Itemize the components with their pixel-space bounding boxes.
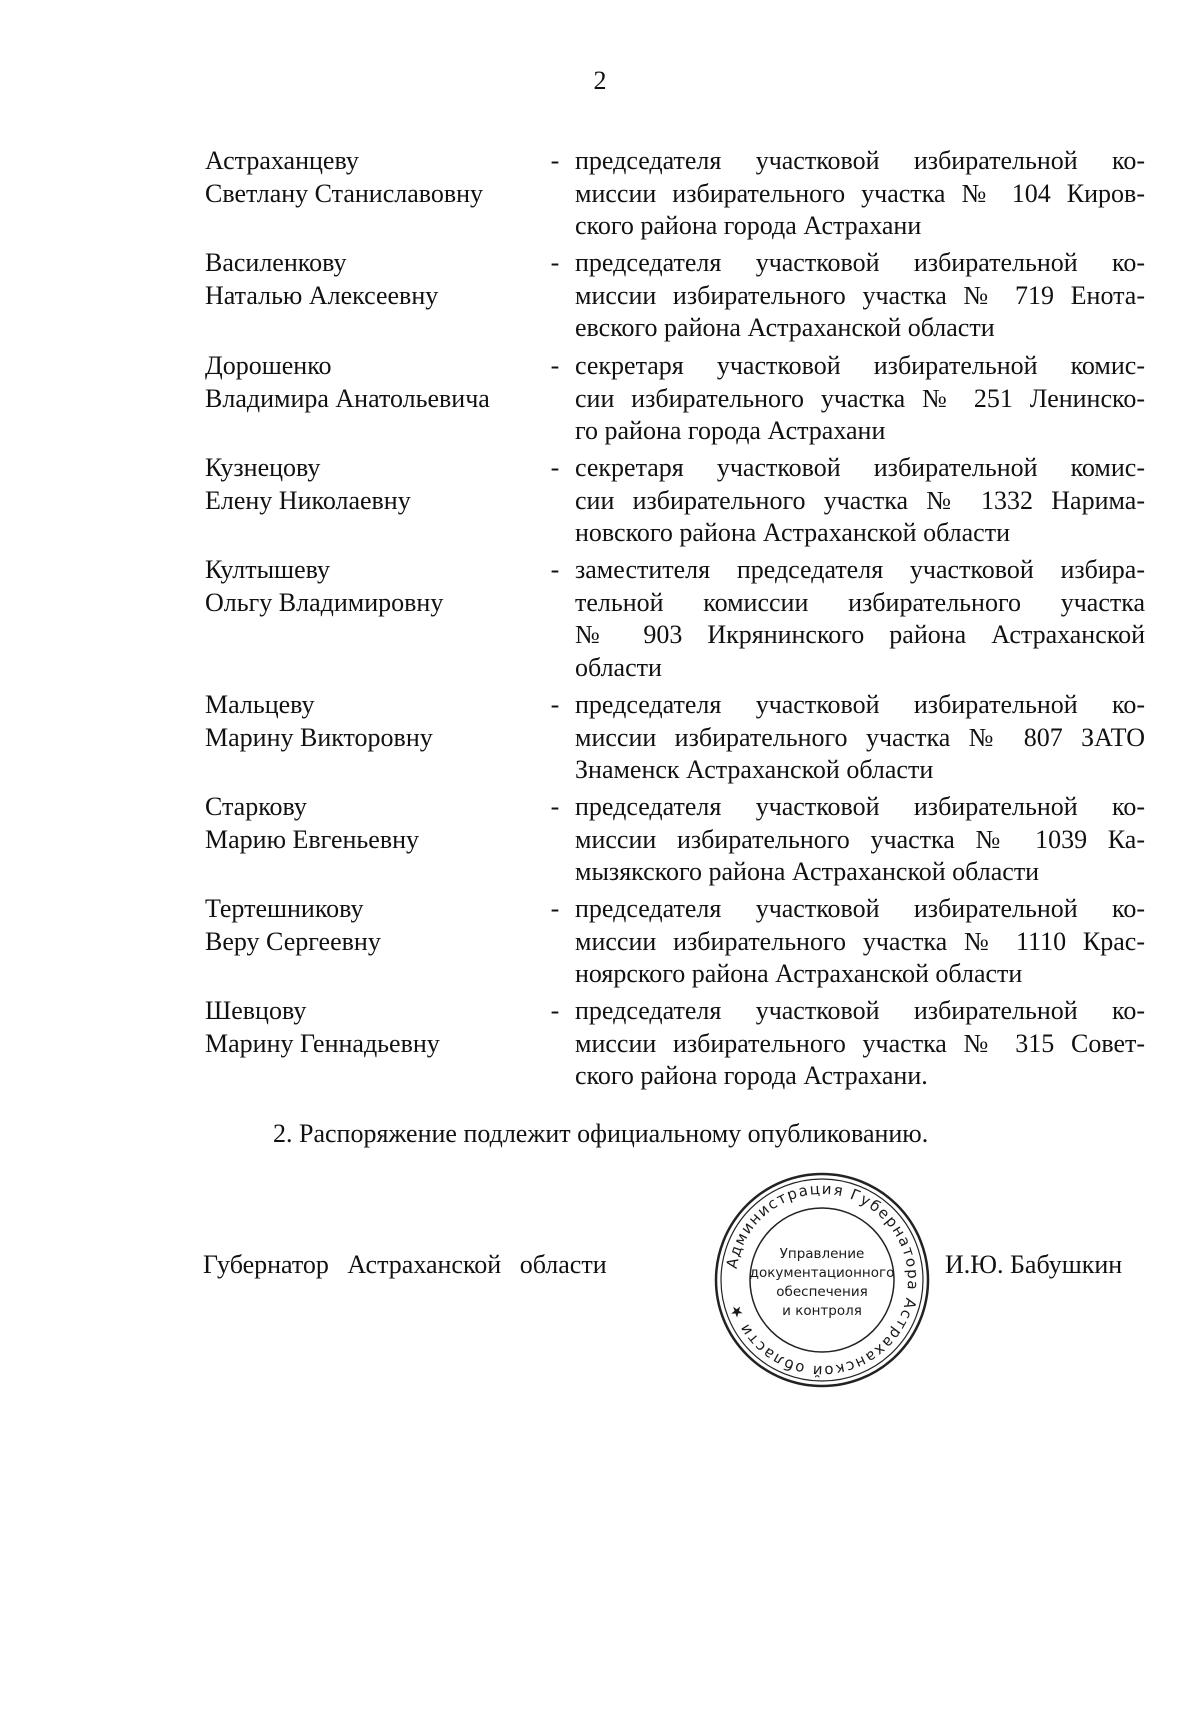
person-name-line: Астраханцеву <box>205 146 359 175</box>
role-line: Знаменск Астраханской области <box>575 755 934 784</box>
page-number: 2 <box>593 66 607 95</box>
role-line: миссии избирательного участка № 1039 Ка- <box>575 824 1145 854</box>
role-description <box>575 350 1145 448</box>
role-description <box>575 995 1145 1093</box>
stamp-seal-icon <box>712 1170 932 1390</box>
dash-separator: - <box>550 453 560 482</box>
role-description <box>575 554 1145 684</box>
stamp-center-line: и контроля <box>782 1303 862 1319</box>
stamp-center-line: обеспечения <box>776 1284 868 1300</box>
role-line: председателя участковой избирательной ко- <box>575 894 1145 923</box>
signer-name: И.Ю. Бабушкин <box>945 1250 1123 1279</box>
role-line: ского района города Астрахани <box>575 211 922 240</box>
role-description <box>575 791 1145 889</box>
dash-separator: - <box>550 146 560 175</box>
person-name-line: Марину Викторовну <box>205 722 433 752</box>
person-name-line: Веру Сергеевну <box>205 926 381 956</box>
dash-separator: - <box>550 248 560 277</box>
person-name-line: Василенкову <box>205 248 347 277</box>
dash-separator: - <box>550 792 560 821</box>
role-line: евского района Астраханской области <box>575 313 995 342</box>
role-line: новского района Астраханской области <box>575 518 1010 547</box>
role-line: области <box>575 652 662 682</box>
person-name <box>205 893 535 958</box>
role-line: тельной комиссии избирательного участка <box>575 587 1145 617</box>
person-name <box>205 554 535 619</box>
official-stamp <box>712 1170 932 1390</box>
role-line: ноярского района Астраханской области <box>575 959 1023 988</box>
role-description <box>575 247 1145 345</box>
person-name-line: Тертешникову <box>205 894 364 923</box>
person-name-line: Кузнецову <box>205 453 321 482</box>
role-description <box>575 893 1145 991</box>
person-name-line: Култышеву <box>205 555 330 584</box>
role-line: председателя участковой избирательной ко- <box>575 146 1145 175</box>
stamp-center-line: Управление <box>779 1246 865 1262</box>
role-line: председателя участковой избирательной ко- <box>575 996 1145 1025</box>
person-name <box>205 247 535 312</box>
role-line: мызякского района Астраханской области <box>575 857 1040 886</box>
role-description <box>575 452 1145 550</box>
person-name-line: Ольгу Владимировну <box>205 587 444 617</box>
role-description <box>575 145 1145 243</box>
role-line: заместителя председателя участковой избира- <box>575 555 1145 584</box>
role-line: председателя участковой избирательной ко- <box>575 792 1145 821</box>
person-name-line: Старкову <box>205 792 307 821</box>
person-name <box>205 350 535 415</box>
clause-publication: 2. Распоряжение подлежит официальному опубликованию. <box>273 1119 929 1148</box>
role-line: миссии избирательного участка № 104 Киров- <box>575 178 1145 208</box>
dash-separator: - <box>550 690 560 719</box>
person-name <box>205 145 535 210</box>
person-name <box>205 995 535 1060</box>
person-name <box>205 689 535 754</box>
role-line: секретаря участковой избирательной комис- <box>575 453 1145 482</box>
person-name-line: Шевцову <box>205 996 307 1025</box>
role-line: председателя участковой избирательной ко- <box>575 690 1145 719</box>
role-description <box>575 689 1145 787</box>
stamp-ring-text: Администрация Губернатора Астраханской области ★ <box>722 1179 923 1381</box>
person-name-line: Наталью Алексеевну <box>205 280 439 310</box>
dash-separator: - <box>550 555 560 584</box>
person-name-line: Елену Николаевну <box>205 485 411 515</box>
role-line: го района города Астрахани <box>575 416 886 445</box>
role-line: миссии избирательного участка № 719 Енота- <box>575 280 1145 310</box>
person-name-line: Дорошенко <box>205 351 332 380</box>
person-name-line: Мальцеву <box>205 690 315 719</box>
role-line: председателя участковой избирательной ко- <box>575 248 1145 277</box>
signer-title: Губернатор Астраханской области <box>203 1250 607 1279</box>
dash-separator: - <box>550 351 560 380</box>
role-line: сии избирательного участка № 251 Ленинско- <box>575 383 1145 413</box>
person-name-line: Светлану Станиславовну <box>205 178 484 208</box>
role-line: миссии избирательного участка № 807 ЗАТО <box>575 722 1145 752</box>
role-line: миссии избирательного участка № 1110 Крас- <box>575 926 1145 956</box>
role-line: миссии избирательного участка № 315 Совет- <box>575 1028 1145 1058</box>
person-name <box>205 452 535 517</box>
dash-separator: - <box>550 996 560 1025</box>
person-name-line: Марию Евгеньевну <box>205 824 420 854</box>
stamp-center-line: документационного <box>749 1265 895 1281</box>
role-line: ского района города Астрахани. <box>575 1061 928 1090</box>
role-line: сии избирательного участка № 1332 Нарима- <box>575 485 1145 515</box>
person-name <box>205 791 535 856</box>
person-name-line: Марину Геннадьевну <box>205 1028 440 1058</box>
role-line: № 903 Икрянинского района Астраханской <box>575 620 1145 649</box>
person-name-line: Владимира Анатольевича <box>205 383 490 413</box>
dash-separator: - <box>550 894 560 923</box>
role-line: секретаря участковой избирательной комис- <box>575 351 1145 380</box>
